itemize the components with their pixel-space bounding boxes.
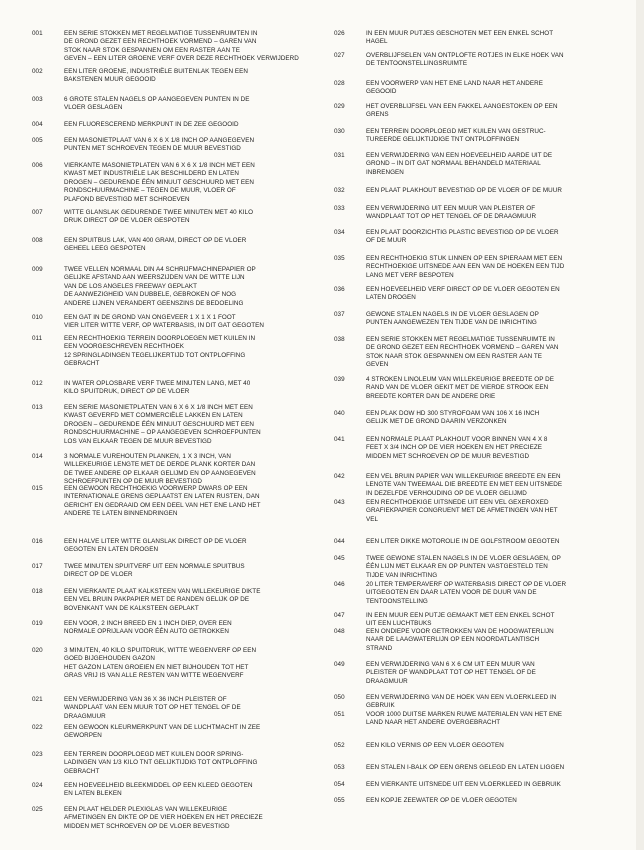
entry-number: 055 [334, 797, 345, 804]
entry-number: 045 [334, 555, 345, 562]
entry-text: EEN STALEN I-BALK OP EEN GRENS GELEGD EN LATEN LIGGEN [366, 764, 565, 771]
entry-text: 3 MINUTEN, 40 KILO SPUITDRUK, WITTE WEGENVERF OP EEN GOED BIJGEHOUDEN GAZON HET GAZON LATEN GROEIEN EN NIET BIJHOUDEN TOT HET GRAS VRIJ IS VAN ALLE RESTEN VAN WITTE WEGENVERF [64, 647, 257, 680]
entry-number: 009 [32, 266, 43, 273]
entry-text: OVERBLIJFSELEN VAN ONTPLOFTE ROTJES IN ELKE HOEK VAN DE TENTOONSTELLINGSRUIMTE [366, 52, 564, 68]
entry-text: EEN KOPJE ZEEWATER OP DE VLOER GEGOTEN [366, 797, 517, 804]
entry-text: EEN VERWIJDERING VAN 36 X 36 INCH PLEISTER OF WANDPLAAT VAN EEN MUUR TOT OP HET TENGEL OF DE DRAAGMUUR [64, 696, 241, 720]
entry-number: 031 [334, 152, 345, 159]
entry-number: 015 [32, 485, 43, 492]
list-item [334, 694, 630, 711]
entry-number: 020 [32, 647, 43, 654]
entry-text: EEN VOOR, 2 INCH BREED EN 1 INCH DIEP, OVER EEN NORMALE OPRIJLAAN VOOR ÉÉN AUTO GETROKKEN [64, 620, 232, 636]
entry-text: EEN VOORWERP VAN HET ENE LAND NAAR HET ANDERE GEGOOID [366, 80, 543, 96]
list-item [334, 255, 630, 280]
list-item [32, 782, 332, 799]
list-item [32, 314, 332, 331]
entry-text: EEN PLAAT HELDER PLEXIGLAS VAN WILLEKEURIGE AFMETINGEN EN DIKTE OP DE VIER HOEKEN EN HET PRECIEZE MIDDEN MET SCHROEVEN OP DE VLOER BEVESTIGD [64, 806, 263, 830]
entry-number: 049 [334, 661, 345, 668]
entry-number: 021 [32, 696, 43, 703]
entry-text: EEN VERWIJDERING UIT EEN MUUR VAN PLEISTER OF WANDPLAAT TOT OP HET TENGEL OF DE DRAAGMUUR [366, 205, 537, 221]
entry-number: 043 [334, 499, 345, 506]
entry-text: EEN SERIE STOKKEN MET REGELMATIGE TUSSENRUIMTE IN DE GROND GEZET EEN RECHTHOEK VORMEND – GAREN VAN STOK NAAR STOK GESPANNEN OM EEN RASTER AAN TE GEVEN [366, 336, 559, 369]
list-item [334, 410, 630, 427]
entry-text: EEN MASONIETPLAAT VAN 6 X 6 X 1/8 INCH OP AANGEGEVEN PUNTEN MET SCHROEVEN TEGEN DE MUUR BEVESTIGD [64, 137, 255, 153]
entry-number: 014 [32, 453, 43, 460]
entry-text: EEN RECHTHOEKIG STUK LINNEN OP EEN SPIERAAM MET EEN RECHTHOEKIGE UITSNEDE AAN EEN VAN DE HOEKEN EEN TIJD LANG MET VERF BESPOTEN [366, 255, 565, 279]
page-edge [636, 0, 644, 850]
list-item [32, 30, 332, 64]
list-item [32, 266, 332, 308]
entry-text: EEN VERWIJDERING VAN DE HOEK VAN EEN VLOERKLEED IN GEBRUIK [366, 694, 557, 710]
list-item [334, 555, 630, 580]
entry-number: 010 [32, 314, 43, 321]
entry-text: 4 STROKEN LINOLEUM VAN WILLEKEURIGE BREEDTE OP DE RAND VAN DE VLOER GEKIT MET DE VIERDE STROOK EEN BREEDTE KORTER DAN DE ANDERE DRIE [366, 376, 555, 400]
entry-text: EEN HOEVEELHEID BLEEKMIDDEL OP EEN KLEED GEGOTEN EN LATEN BLEKEN [64, 782, 253, 798]
entry-number: 003 [32, 96, 43, 103]
list-item [32, 237, 332, 254]
entry-text: IN WATER OPLOSBARE VERF TWEE MINUTEN LANG, MET 40 KILO SPUITDRUK, DIRECT OP DE VLOER [64, 380, 251, 396]
list-item [32, 335, 332, 369]
entry-text: EEN HOEVEELHEID VERF DIRECT OP DE VLOER GEGOTEN EN LATEN DROGEN [366, 286, 560, 302]
list-item [32, 137, 332, 154]
entry-text: EEN RECHTHOEKIGE UITSNEDE UIT EEN VEL GEXEROXED GRAFIEKPAPIER CONGRUENT MET DE AFMETINGEN VAN HET VEL [366, 499, 558, 523]
list-item [334, 581, 630, 606]
list-item [32, 121, 332, 129]
entry-text: EEN VIERKANTE UITSNEDE UIT EEN VLOERKLEED IN GEBRUIK [366, 781, 561, 788]
list-item [334, 80, 630, 97]
entry-number: 047 [334, 612, 345, 619]
entry-text: 6 GROTE STALEN NAGELS OP AANGEGEVEN PUNTEN IN DE VLOER GESLAGEN [64, 96, 250, 112]
entry-number: 024 [32, 782, 43, 789]
entry-number: 008 [32, 237, 43, 244]
list-item [334, 152, 630, 177]
entry-number: 033 [334, 205, 345, 212]
list-item [334, 781, 630, 789]
entry-number: 012 [32, 380, 43, 387]
entry-text: EEN RECHTHOEKIG TERREIN DOORPLOEGEN MET KUILEN IN EEN VOORGESCHREVEN RECHTHOEK 12 SPRINGLADINGEN TEGELIJKERTIJD TOT ONTPLOFFING GEBRACHT [64, 335, 256, 368]
entry-number: 027 [334, 52, 345, 59]
list-item [334, 612, 630, 629]
entry-text: EEN PLAAT PLAKHOUT BEVESTIGD OP DE VLOER OF DE MUUR [366, 187, 562, 194]
list-item [334, 229, 630, 246]
entry-text: EEN VEL BRUIN PAPIER VAN WILLEKEURIGE BREEDTE EN EEN LENGTE VAN TWEEMAAL DIE BREEDTE EN MET EEN UITSNEDE IN DEZELFDE VERHOUDING OP DE VLOER GELIJMD [366, 473, 563, 497]
list-item [334, 286, 630, 303]
list-item [334, 376, 630, 401]
entry-text: EEN NORMALE PLAAT PLAKHOUT VOOR BINNEN VAN 4 X 8 FEET X 3/4 INCH OP DE VIER HOEKEN EN HET PRECIEZE MIDDEN MET SCHROEVEN OP DE MUUR BEVESTIGD [366, 436, 548, 460]
entry-number: 013 [32, 404, 43, 411]
entry-number: 006 [32, 162, 43, 169]
list-item [32, 751, 332, 776]
entry-text: 3 NORMALE VUREHOUTEN PLANKEN, 1 X 3 INCH, VAN WILLEKEURIGE LENGTE MET DE DERDE PLANK KORTER DAN DE TWEE ANDERE OP ELKAAR GELIJMD EN OP AANGEGEVEN SCHROEFPUNTEN OP DE MUUR BEVESTIGD [64, 453, 256, 486]
entry-number: 023 [32, 751, 43, 758]
list-item [334, 499, 630, 524]
list-item [334, 628, 630, 653]
list-item [334, 764, 630, 772]
list-item [334, 661, 630, 686]
entry-text: VOOR 1000 DUITSE MARKEN RUWE MATERIALEN VAN HET ENE LAND NAAR HET ANDERE OVERGEBRACHT [366, 711, 563, 727]
entry-text: EEN SPUITBUS LAK, VAN 400 GRAM, DIRECT OP DE VLOER GEHEEL LEEG GESPOTEN [64, 237, 247, 253]
list-item [32, 162, 332, 204]
entry-text: EEN SERIE STOKKEN MET REGELMATIGE TUSSENRUIMTEN IN DE GROND GEZET EEN RECHTHOEK VORMEND – GAREN VAN STOK NAAR STOK GESPANNEN OM EEN RASTER AAN TE GEVEN – EEN LITER GROENE VERF OVER DEZE RECHTHOEK VERWIJDERD [64, 30, 299, 63]
entry-number: 026 [334, 30, 345, 37]
list-item [32, 485, 332, 519]
entry-text: EEN LITER DIKKE MOTOROLIE IN DE GOLFSTROOM GEGOTEN [366, 538, 560, 545]
entry-number: 035 [334, 255, 345, 262]
list-item [32, 588, 332, 613]
list-item [334, 128, 630, 145]
list-item [334, 52, 630, 69]
list-item [334, 538, 630, 546]
list-item [32, 620, 332, 637]
list-item [334, 311, 630, 328]
entry-number: 044 [334, 538, 345, 545]
entry-number: 011 [32, 335, 43, 342]
entry-text: EEN VIERKANTE PLAAT KALKSTEEN VAN WILLEKEURIGE DIKTE EEN VEL BRUIN PAKPAPIER MET DE RANDEN GELIJK OP DE BOVENKANT VAN DE KALKSTEEN GEPLAKT [64, 588, 261, 612]
entry-number: 054 [334, 781, 345, 788]
entry-number: 051 [334, 711, 345, 718]
entry-number: 017 [32, 563, 43, 570]
entry-text: 20 LITER TEMPERAVERF OP WATERBASIS DIRECT OP DE VLOER UITGEGOTEN EN DAAR LATEN VOOR DE DUUR VAN DE TENTOONSTELLING [366, 581, 567, 605]
entry-text: EEN GEWOON RECHTHOEKIG VOORWERP DWARS OP EEN INTERNATIONALE GRENS GEPLAATST EN LATEN RUSTEN, DAN GERICHT EN GEDRAAID OM EEN DEEL VAN HET ENE LAND HET ANDERE TE LATEN BINNENDRINGEN [64, 485, 261, 518]
entry-number: 053 [334, 764, 345, 771]
list-item [334, 797, 630, 805]
entry-text: EEN ONDIEPE VOOR GETROKKEN VAN DE HOOGWATERLIJN NAAR DE LAAGWATERLIJN OP EEN NOORDATLANTISCH STRAND [366, 628, 554, 652]
list-item [334, 336, 630, 370]
entry-number: 028 [334, 80, 345, 87]
entry-number: 042 [334, 473, 345, 480]
entry-number: 022 [32, 724, 43, 731]
entry-text: IN EEN MUUR EEN PUTJE GEMAAKT MET EEN ENKEL SCHOT UIT EEN LUCHTBUKS [366, 612, 555, 628]
entry-text: EEN GEWOON KLEURMERKPUNT VAN DE LUCHTMACHT IN ZEE GEWORPEN [64, 724, 261, 740]
list-item [32, 724, 332, 741]
list-item [32, 806, 332, 831]
list-item [32, 380, 332, 397]
entry-number: 036 [334, 286, 345, 293]
entry-number: 050 [334, 694, 345, 701]
list-item [32, 209, 332, 226]
entry-number: 046 [334, 581, 345, 588]
entry-text: EEN FLUORESCEREND MERKPUNT IN DE ZEE GEGOOID [64, 121, 239, 128]
entry-text: IN EEN MUUR PUTJES GESCHOTEN MET EEN ENKEL SCHOT HAGEL [366, 30, 554, 46]
list-item [32, 96, 332, 113]
entry-text: TWEE MINUTEN SPUITVERF UIT EEN NORMALE SPUITBUS DIRECT OP DE VLOER [64, 563, 245, 579]
list-item [334, 473, 630, 498]
entry-number: 040 [334, 410, 345, 417]
left-column [32, 0, 332, 850]
list-item [32, 68, 332, 85]
right-column [334, 0, 630, 850]
entry-text: EEN GAT IN DE GROND VAN ONGEVEER 1 X 1 X 1 FOOT VIER LITER WITTE VERF, OP WATERBASIS, IN DIT GAT GEGOTEN [64, 314, 265, 330]
list-item [334, 30, 630, 47]
entry-number: 029 [334, 103, 345, 110]
entry-number: 039 [334, 376, 345, 383]
entry-number: 019 [32, 620, 43, 627]
entry-text: EEN SERIE MASONIETPLATEN VAN 6 X 6 X 1/8 INCH MET EEN KWAST GEVERFD MET COMMERCIËLE LAKKEN EN LATEN DROGEN – GEDURENDE ÉÉN MINUUT GESCHUURD MET EEN RONDSCHUURMACHINE – OP AANGEGEVEN SCHROEFPUNTEN LOS VAN ELKAAR TEGEN DE MUUR BEVESTIGD [64, 404, 261, 445]
entry-text: EEN LITER GROENE, INDUSTRIËLE BUITENLAK TEGEN EEN BAKSTENEN MUUR GEGOOID [64, 68, 248, 84]
list-item [32, 647, 332, 681]
list-item [334, 205, 630, 222]
entry-number: 001 [32, 30, 43, 37]
list-item [334, 742, 630, 750]
entry-text: EEN TERREIN DOORPLOEGD MET KUILEN DOOR SPRING- LADINGEN VAN 1/3 KILO TNT GELIJKTIJDIG TOT ONTPLOFFING GEBRACHT [64, 751, 258, 775]
entry-number: 041 [334, 436, 345, 443]
entry-text: TWEE VELLEN NORMAAL DIN A4 SCHRIJFMACHINEPAPIER OP GELIJKE AFSTAND AAN WEERSZIJDEN VAN DE WITTE LIJN VAN DE LOS ANGELES FREEWAY GEPLAKT DE AANWEZIGHEID VAN DUBBELE, GEBROKEN OF NOG ANDERE LIJNEN VERANDERT GEENSZINS DE BEDOELING [64, 266, 256, 307]
list-item [32, 563, 332, 580]
list-item [334, 103, 630, 120]
entry-text: EEN VERWIJDERING VAN EEN HOEVEELHEID AARDE UIT DE GROND – IN DIT GAT NORMAAL BEHANDELD MATERIAAL INBRENGEN [366, 152, 553, 176]
entry-text: VIERKANTE MASONIETPLATEN VAN 6 X 6 X 1/8 INCH MET EEN KWAST MET INDUSTRIËLE LAK BESCHILDERD EN LATEN DROGEN – GEDURENDE ÉÉN MINUUT GESCHUURD MET EEN RONDSCHUURMACHINE – TEGEN DE MUUR, VLOER OF PLAFOND BEVESTIGD MET SCHROEVEN [64, 162, 255, 203]
list-item [32, 453, 332, 487]
entry-number: 052 [334, 742, 345, 749]
entry-number: 038 [334, 336, 345, 343]
entry-number: 032 [334, 187, 345, 194]
entry-number: 004 [32, 121, 43, 128]
entry-number: 034 [334, 229, 345, 236]
entry-number: 007 [32, 209, 43, 216]
list-item [334, 436, 630, 461]
entry-number: 018 [32, 588, 43, 595]
entry-number: 005 [32, 137, 43, 144]
entry-text: TWEE GEWONE STALEN NAGELS IN DE VLOER GESLAGEN, OP ÉÉN LIJN MET ELKAAR EN OP PUNTEN VASTGESTELD TEN TIJDE VAN INRICHTING [366, 555, 561, 579]
entry-text: EEN HALVE LITER WITTE GLANSLAK DIRECT OP DE VLOER GEGOTEN EN LATEN DROGEN [64, 538, 247, 554]
list-item [334, 711, 630, 728]
entry-number: 002 [32, 68, 43, 75]
entry-text: EEN PLAAT DOORZICHTIG PLASTIC BEVESTIGD OP DE VLOER OF DE MUUR [366, 229, 559, 245]
entry-text: EEN TERREIN DOORPLOEGD MET KUILEN VAN GESTRUC- TUREERDE GELIJKTIJDIGE TNT ONTPLOFFINGEN [366, 128, 546, 144]
entry-number: 025 [32, 806, 43, 813]
entry-number: 030 [334, 128, 345, 135]
entry-text: EEN VERWIJDERING VAN 6 X 6 CM UIT EEN MUUR VAN PLEISTER OF WANDPLAAT TOT OP HET TENGEL OF DE DRAAGMUUR [366, 661, 536, 685]
entry-text: EEN PLAK DOW HD 300 STYROFOAM VAN 106 X 16 INCH GELIJK MET DE GROND DAARIN VERZONKEN [366, 410, 540, 426]
list-item [334, 187, 630, 195]
entry-text: HET OVERBLIJFSEL VAN EEN FAKKEL AANGESTOKEN OP EEN GRENS [366, 103, 558, 119]
entry-number: 016 [32, 538, 43, 545]
list-item [32, 538, 332, 555]
list-item [32, 696, 332, 721]
entry-text: EEN KILO VERNIS OP EEN VLOER GEGOTEN [366, 742, 504, 749]
entry-number: 048 [334, 628, 345, 635]
entry-number: 037 [334, 311, 345, 318]
entry-text: GEWONE STALEN NAGELS IN DE VLOER GESLAGEN OP PUNTEN AANGEWEZEN TEN TIJDE VAN DE INRICHTING [366, 311, 539, 327]
list-item [32, 404, 332, 446]
entry-text: WITTE GLANSLAK GEDURENDE TWEE MINUTEN MET 40 KILO DRUK DIRECT OP DE VLOER GESPOTEN [64, 209, 254, 225]
